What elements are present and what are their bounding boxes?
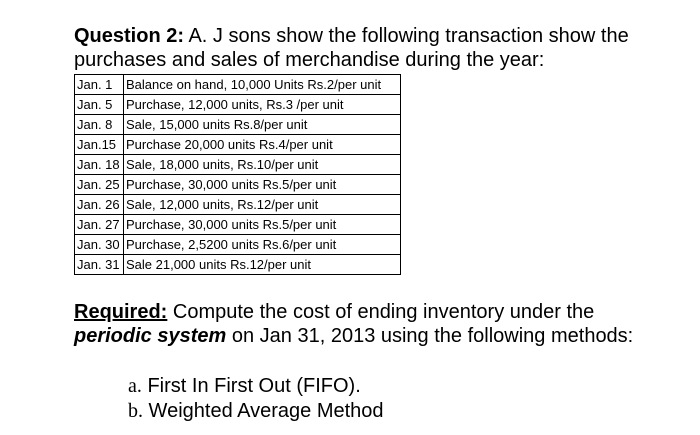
table-row [75, 115, 401, 135]
question-body: A. J sons show the following transaction show the purchases and sales of merchandise during the year: [74, 25, 629, 71]
description-cell: Purchase, 12,000 units, Rs.3 /per unit [124, 95, 401, 115]
description-cell: Sale, 18,000 units, Rs.10/per unit [124, 155, 401, 175]
description-cell: Sale, 12,000 units, Rs.12/per unit [124, 195, 401, 215]
method-text: Weighted Average Method [143, 400, 384, 422]
table-row [75, 215, 401, 235]
table-row [75, 135, 401, 155]
date-cell: Jan. 25 [75, 175, 124, 195]
date-cell: Jan. 8 [75, 115, 124, 135]
method-text: First In First Out (FIFO). [141, 375, 361, 397]
method-letter: a. [128, 375, 142, 397]
date-cell: Jan.15 [75, 135, 124, 155]
required-body-end: on Jan 31, 2013 using the following methods: [226, 325, 634, 347]
transactions-table [74, 74, 401, 275]
table-row [75, 175, 401, 195]
list-item [128, 399, 384, 424]
required-emphasis: periodic system [74, 325, 227, 347]
date-cell: Jan. 18 [75, 155, 124, 175]
description-cell: Purchase 20,000 units Rs.4/per unit [124, 135, 401, 155]
table-row [75, 195, 401, 215]
description-cell: Purchase, 30,000 units Rs.5/per unit [124, 175, 401, 195]
question-label: Question 2: [74, 25, 185, 47]
description-cell: Sale, 15,000 units Rs.8/per unit [124, 115, 401, 135]
question-text [74, 24, 674, 72]
table-row [75, 75, 401, 95]
methods-list [128, 374, 384, 424]
date-cell: Jan. 26 [75, 195, 124, 215]
date-cell: Jan. 5 [75, 95, 124, 115]
date-cell: Jan. 30 [75, 235, 124, 255]
description-cell: Balance on hand, 10,000 Units Rs.2/per unit [124, 75, 401, 95]
date-cell: Jan. 31 [75, 255, 124, 275]
list-item [128, 374, 384, 399]
description-cell: Purchase, 30,000 units Rs.5/per unit [124, 215, 401, 235]
table-row [75, 235, 401, 255]
date-cell: Jan. 1 [75, 75, 124, 95]
description-cell: Sale 21,000 units Rs.12/per unit [124, 255, 401, 275]
table-row [75, 155, 401, 175]
description-cell: Purchase, 2,5200 units Rs.6/per unit [124, 235, 401, 255]
method-letter: b. [128, 400, 143, 422]
required-label: Required: [74, 301, 168, 323]
table-row [75, 255, 401, 275]
date-cell: Jan. 27 [75, 215, 124, 235]
required-text [74, 300, 644, 348]
table-row [75, 95, 401, 115]
required-body-start: Compute the cost of ending inventory under the [167, 301, 595, 323]
